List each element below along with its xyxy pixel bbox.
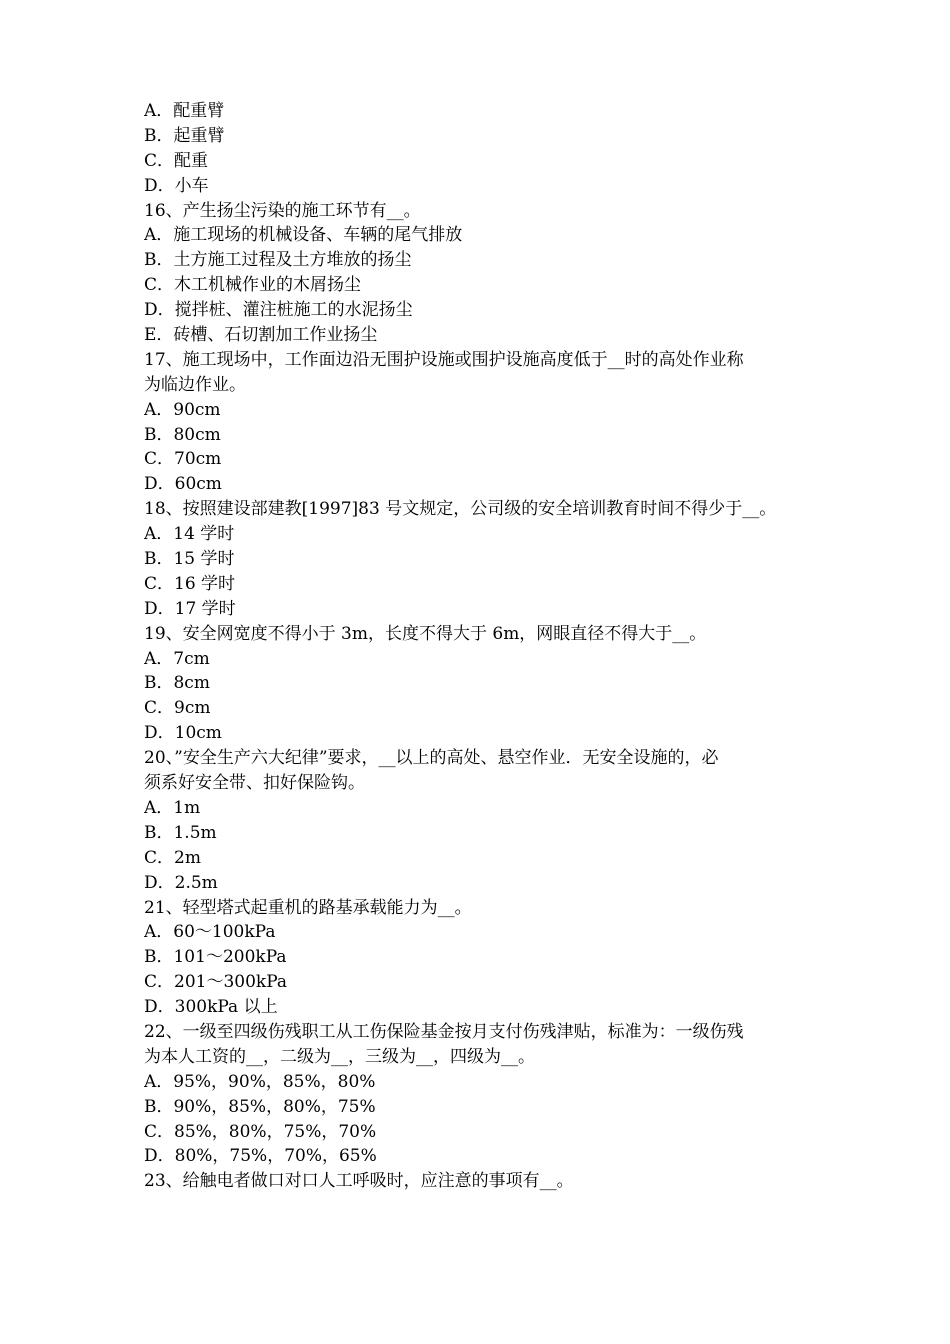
text-line: C．201～300kPa xyxy=(144,972,288,993)
text-line: 20、”安全生产六大纪律”要求，__以上的高处、悬空作业．无安全设施的，必 xyxy=(144,748,719,769)
text-line: 19、安全网宽度不得小于 3m，长度不得大于 6m，网眼直径不得大于__。 xyxy=(144,623,707,644)
text-line: A．1m xyxy=(144,797,201,818)
text-line: D．小车 xyxy=(144,175,209,196)
text-line: 18、按照建设部建教[1997]83 号文规定，公司级的安全培训教育时间不得少于__。 xyxy=(144,499,777,520)
text-line: 22、一级至四级伤残职工从工伤保险基金按月支付伤残津贴，标准为：一级伤残 xyxy=(144,1021,744,1042)
text-line: 23、给触电者做口对口人工呼吸时，应注意的事项有__。 xyxy=(144,1171,574,1192)
text-line: D．300kPa 以上 xyxy=(144,997,278,1018)
text-line: B．1.5m xyxy=(144,822,217,843)
text-line: A．施工现场的机械设备、车辆的尾气排放 xyxy=(144,225,463,246)
text-line: 为本人工资的__，二级为__，三级为__，四级为__。 xyxy=(144,1046,535,1067)
text-line: B．90%，85%，80%，75% xyxy=(144,1096,376,1117)
text-line: A．90cm xyxy=(144,399,221,420)
text-line: 须系好安全带、扣好保险钩。 xyxy=(144,773,365,794)
text-line: 为临边作业。 xyxy=(144,374,246,395)
text-line: D．80%，75%，70%，65% xyxy=(144,1146,377,1167)
text-line: C．85%，80%，75%，70% xyxy=(144,1121,377,1142)
text-line: B．起重臂 xyxy=(144,125,225,146)
text-line: C．2m xyxy=(144,847,201,868)
text-line: A．7cm xyxy=(144,648,210,669)
text-line: C．70cm xyxy=(144,449,222,470)
text-line: D．搅拌桩、灌注桩施工的水泥扬尘 xyxy=(144,300,413,321)
text-line: D．2.5m xyxy=(144,872,218,893)
text-line: C．木工机械作业的木屑扬尘 xyxy=(144,275,362,296)
text-line: C．16 学时 xyxy=(144,573,236,594)
text-line: B．土方施工过程及土方堆放的扬尘 xyxy=(144,250,412,271)
text-line: 16、产生扬尘污染的施工环节有__。 xyxy=(144,200,421,221)
text-line: D．60cm xyxy=(144,474,222,495)
text-line: B．101～200kPa xyxy=(144,947,287,968)
question-list xyxy=(144,99,814,1194)
text-line: D．17 学时 xyxy=(144,598,236,619)
text-line: A．95%，90%，85%，80% xyxy=(144,1071,376,1092)
text-line: 17、施工现场中，工作面边沿无围护设施或围护设施高度低于__时的高处作业称 xyxy=(144,349,744,370)
text-line: 21、轻型塔式起重机的路基承载能力为__。 xyxy=(144,897,472,918)
text-line: C．配重 xyxy=(144,150,209,171)
text-line: A．配重臂 xyxy=(144,101,225,121)
text-line: B．8cm xyxy=(144,673,210,694)
text-line: A．60～100kPa xyxy=(144,922,276,943)
text-line: A．14 学时 xyxy=(144,524,235,545)
text-line: E．砖槽、石切割加工作业扬尘 xyxy=(144,325,378,346)
text-line: C．9cm xyxy=(144,698,211,719)
text-line: B．80cm xyxy=(144,424,221,445)
text-line: B．15 学时 xyxy=(144,549,235,570)
text-line: D．10cm xyxy=(144,723,222,744)
